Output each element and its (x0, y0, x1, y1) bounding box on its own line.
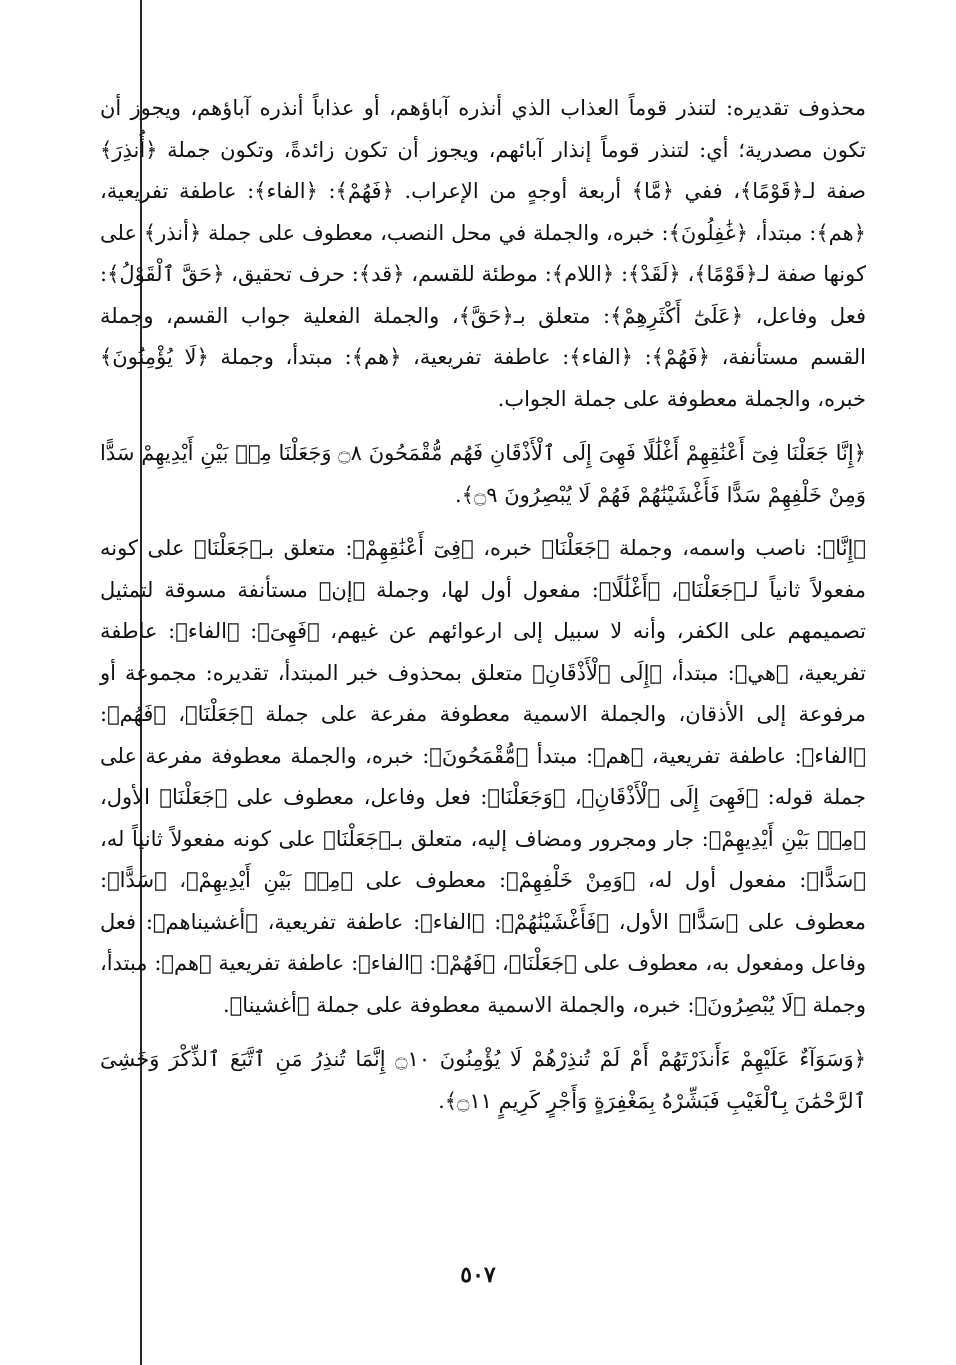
page-body (100, 88, 866, 1134)
quran-verse-10-11: ﴿وَسَوَآءٌ عَلَيْهِمْ ءَأَنذَرْتَهُمْ أَمْ لَمْ تُنذِرْهُمْ لَا يُؤْمِنُونَ ۝١٠ إِنَّمَا تُنذِرُ مَنِ ٱتَّبَعَ ٱلذِّكْرَ وَخَشِىَ ٱلرَّحْمَٰنَ بِٱلْغَيْبِ فَبَشِّرْهُ بِمَغْفِرَةٍ وَأَجْرٍ كَرِيمٍ ۝١١﴾. (100, 1047, 866, 1113)
commentary-paragraph-1: محذوف تقديره: لتنذر قوماً العذاب الذي أنذره آباؤهم، أو عذاباً أنذره آباؤهم، ويجوز أن تكون مصدرية؛ أي: لتنذر قوماً إنذار آبائهم، ويجوز أن تكون زائدةً، وتكون جملة ﴿أُنذِرَ﴾ صفة لـ﴿قَوْمًا﴾، ففي ﴿مَّا﴾ أربعة أوجهٍ من الإعراب. ﴿فَهُمْ﴾: ﴿الفاء﴾: عاطفة تفريعية، ﴿هم﴾: مبتدأ، ﴿غَٰفِلُونَ﴾: خبره، والجملة في محل النصب، معطوف على جملة ﴿أنذر﴾ على كونها صفة لـ﴿قَوْمًا﴾، ﴿لَقَدْ﴾: ﴿اللام﴾: موطئة للقسم، ﴿قد﴾: حرف تحقيق، ﴿حَقَّ ٱلْقَوْلُ﴾: فعل وفاعل، ﴿عَلَىٰٓ أَكْثَرِهِمْ﴾: متعلق بـ﴿حَقَّ﴾، والجملة الفعلية جواب القسم، وجملة القسم مستأنفة، ﴿فَهُمْ﴾: ﴿الفاء﴾: عاطفة تفريعية، ﴿هم﴾: مبتدأ، وجملة ﴿لَا يُؤْمِنُونَ﴾ خبره، والجملة معطوفة على جملة الجواب. (100, 96, 866, 411)
page-number: ٥٠٧ (460, 1262, 496, 1288)
commentary-paragraph-2: ﴿إِنَّا﴾: ناصب واسمه، وجملة ﴿جَعَلْنَا﴾ خبره، ﴿فِىٓ أَعْنَٰقِهِمْ﴾: متعلق بـ﴿جَعَلْنَا﴾ على كونه مفعولاً ثانياً لـ﴿جَعَلْنَا﴾، ﴿أَغْلَٰلًا﴾: مفعول أول لها، وجملة ﴿إن﴾ مستأنفة مسوقة لتمثيل تصميمهم على الكفر، وأنه لا سبيل إلى ارعوائهم عن غيهم، ﴿فَهِىَ﴾: ﴿الفاء﴾: عاطفة تفريعية، ﴿هي﴾: مبتدأ، ﴿إِلَى ٱلْأَذْقَانِ﴾ متعلق بمحذوف خبر المبتدأ، تقديره: مجموعة أو مرفوعة إلى الأذقان، والجملة الاسمية معطوفة مفرعة على جملة ﴿جَعَلْنَا﴾، ﴿فَهُم﴾: ﴿الفاء﴾: عاطفة تفريعية، ﴿هم﴾: مبتدأ ﴿مُّقْمَحُونَ﴾: خبره، والجملة معطوفة مفرعة على جملة قوله: ﴿فَهِىَ إِلَى ٱلْأَذْقَانِ﴾، ﴿وَجَعَلْنَا﴾: فعل وفاعل، معطوف على ﴿جَعَلْنَا﴾ الأول، ﴿مِنۢ بَيْنِ أَيْدِيهِمْ﴾: جار ومجرور ومضاف إليه، متعلق بـ﴿جَعَلْنَا﴾ على كونه مفعولاً ثانياً له، ﴿سَدًّا﴾: مفعول أول له، ﴿وَمِنْ خَلْفِهِمْ﴾: معطوف على ﴿مِنۢ بَيْنِ أَيْدِيهِمْ﴾، ﴿سَدًّا﴾: معطوف على ﴿سَدًّا﴾ الأول، ﴿فَأَغْشَيْنَٰهُمْ﴾: ﴿الفاء﴾: عاطفة تفريعية، ﴿أغشيناهم﴾: فعل وفاعل ومفعول به، معطوف على ﴿جَعَلْنَا﴾، ﴿فَهُمْ﴾: ﴿الفاء﴾: عاطفة تفريعية ﴿هم﴾: مبتدأ، وجملة ﴿لَا يُبْصِرُونَ﴾: خبره، والجملة الاسمية معطوفة على جملة ﴿أغشينا﴾. (100, 536, 866, 1017)
quran-verse-8-9: ﴿إِنَّا جَعَلْنَا فِىٓ أَعْنَٰقِهِمْ أَغْلَٰلًا فَهِىَ إِلَى ٱلْأَذْقَانِ فَهُم مُّقْمَحُونَ ۝٨ وَجَعَلْنَا مِنۢ بَيْنِ أَيْدِيهِمْ سَدًّا وَمِنْ خَلْفِهِمْ سَدًّا فَأَغْشَيْنَٰهُمْ فَهُمْ لَا يُبْصِرُونَ ۝٩﴾. (100, 441, 866, 507)
